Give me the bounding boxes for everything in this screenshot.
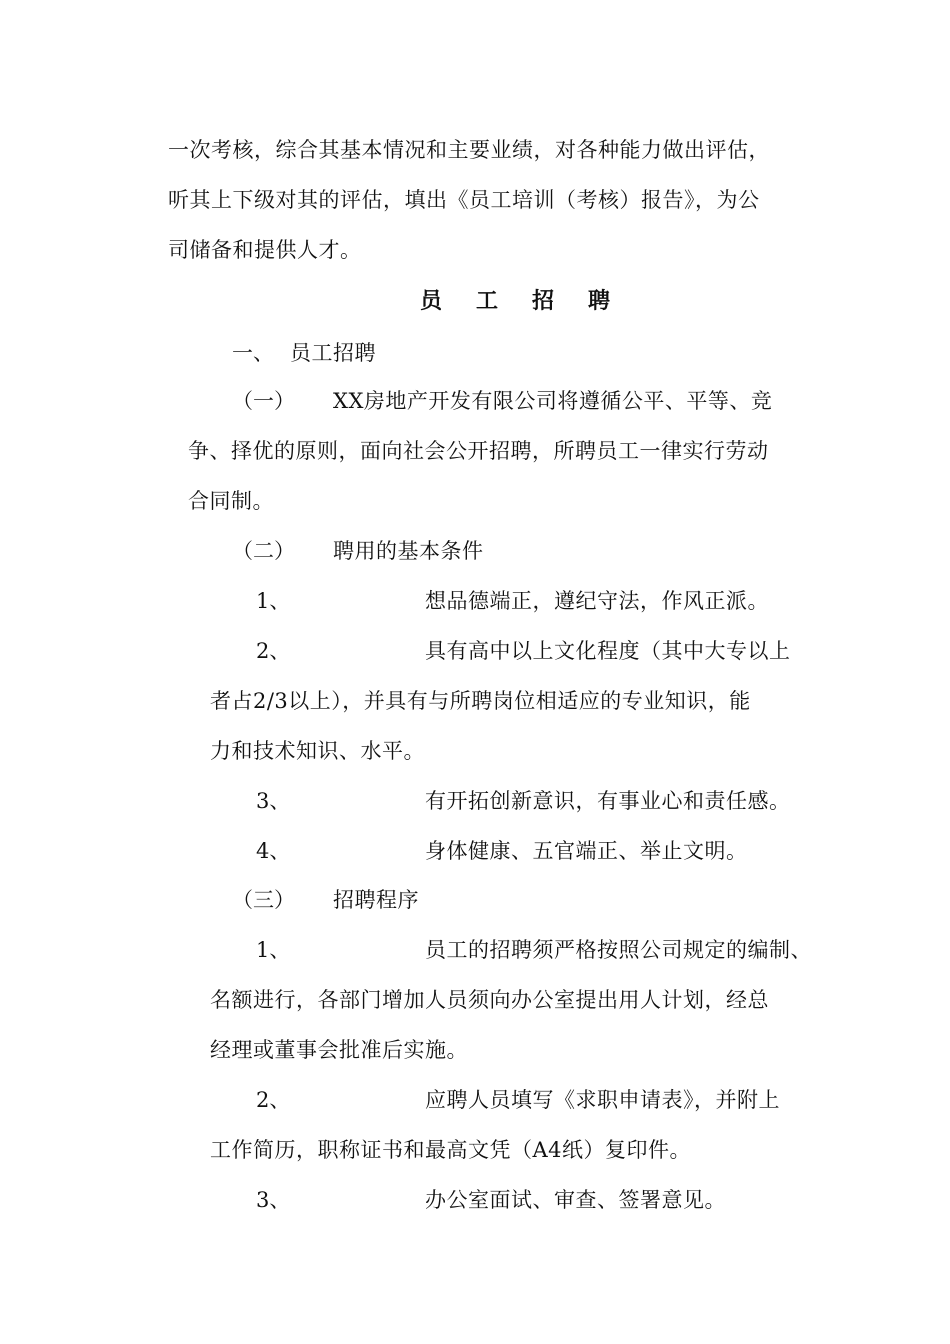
- item-b-text: 聘用的基本条件: [333, 539, 484, 563]
- step-2-line-2: 工作简历，职称证书和最高文凭（A4纸）复印件。: [210, 1138, 692, 1162]
- heading1-marker: 一、: [232, 341, 274, 365]
- condition-1-marker: 1、: [256, 589, 291, 613]
- condition-2-line-1: 具有高中以上文化程度（其中大专以上: [425, 639, 791, 663]
- item-b-marker: （二）: [232, 539, 295, 563]
- step-3-line-1: 办公室面试、审查、签署意见。: [425, 1188, 726, 1212]
- condition-3-line-1: 有开拓创新意识，有事业心和责任感。: [425, 789, 791, 813]
- condition-2-marker: 2、: [256, 639, 291, 663]
- step-1-line-2: 名额进行，各部门增加人员须向办公室提出用人计划，经总: [210, 988, 769, 1012]
- item-a-line-1: XX房地产开发有限公司将遵循公平、平等、竞: [333, 389, 773, 413]
- intro-line-3: 司储备和提供人才。: [168, 238, 362, 262]
- condition-2-line-3: 力和技术知识、水平。: [210, 739, 425, 763]
- step-2-marker: 2、: [256, 1088, 291, 1112]
- step-1-marker: 1、: [256, 938, 291, 962]
- heading1-text: 员工招聘: [290, 341, 376, 365]
- condition-4-marker: 4、: [256, 839, 291, 863]
- item-c-text: 招聘程序: [333, 888, 419, 912]
- step-1-line-1: 员工的招聘须严格按照公司规定的编制、: [425, 938, 812, 962]
- intro-line-2: 听其上下级对其的评估，填出《员工培训（考核）报告》，为公: [168, 188, 760, 212]
- item-a-line-2: 争、择优的原则，面向社会公开招聘，所聘员工一律实行劳动: [188, 439, 769, 463]
- condition-3-marker: 3、: [256, 789, 291, 813]
- step-1-line-3: 经理或董事会批准后实施。: [210, 1038, 468, 1062]
- step-2-line-1: 应聘人员填写《求职申请表》，并附上: [425, 1088, 780, 1112]
- step-3-marker: 3、: [256, 1188, 291, 1212]
- section-title: 员工招聘: [420, 288, 645, 314]
- item-a-marker: （一）: [232, 389, 295, 413]
- condition-2-line-2: 者占2/3以上），并具有与所聘岗位相适应的专业知识，能: [210, 689, 751, 713]
- item-c-marker: （三）: [232, 888, 295, 912]
- condition-1-line-1: 想品德端正，遵纪守法，作风正派。: [425, 589, 769, 613]
- condition-4-line-1: 身体健康、五官端正、举止文明。: [425, 839, 748, 863]
- item-a-line-3: 合同制。: [188, 489, 274, 513]
- intro-line-1: 一次考核，综合其基本情况和主要业绩，对各种能力做出评估，: [168, 138, 770, 162]
